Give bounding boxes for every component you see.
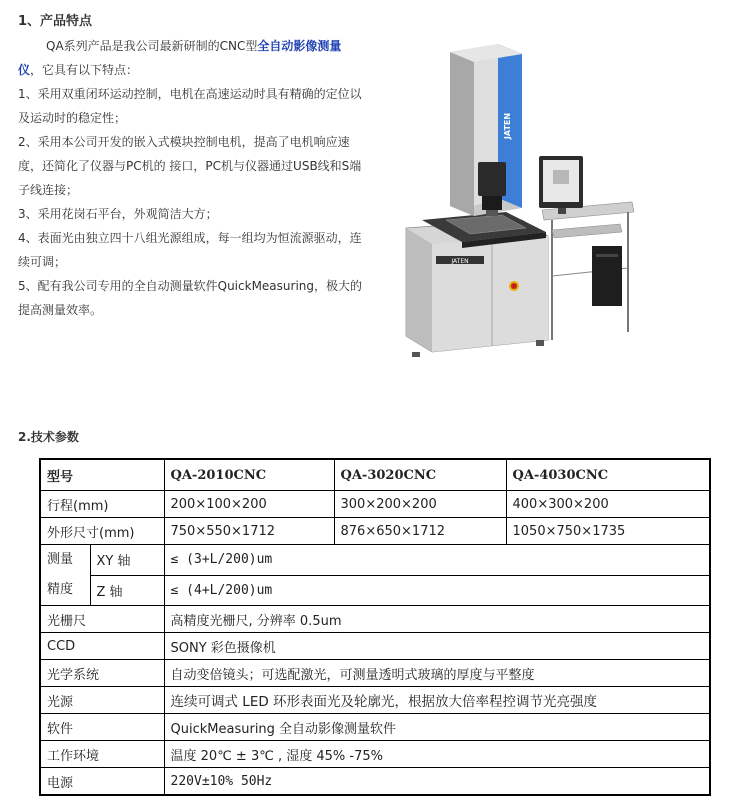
- accuracy-label: [40, 545, 90, 606]
- table-row: [40, 714, 710, 741]
- row-label: 电源: [40, 768, 164, 796]
- row-value: SONY 彩色摄像机: [164, 633, 710, 660]
- intro-paragraph: [18, 34, 363, 82]
- xy-accuracy-value: ≤ (3+L/200)um: [164, 545, 710, 576]
- monitor: [539, 156, 583, 214]
- feature-item: 4、表面光由独立四十八组光源组成，每一组均为恒流源驱动，连续可调；: [18, 231, 362, 269]
- cell-value: 750×550×1712: [164, 518, 334, 545]
- table-row: [40, 633, 710, 660]
- cell-value: 1050×750×1735: [506, 518, 710, 545]
- accuracy-label-line2: 精度: [47, 582, 74, 597]
- product-name-highlight: 全自动影像测量仪: [18, 39, 342, 77]
- row-label: 光栅尺: [40, 606, 164, 633]
- table-row: [40, 575, 710, 606]
- row-label: 外形尺寸(mm): [40, 518, 164, 545]
- row-label: 工作环境: [40, 741, 164, 768]
- cell-value: 300×200×200: [334, 491, 506, 518]
- table-header-row: [40, 459, 710, 491]
- row-label: 光学系统: [40, 660, 164, 687]
- camera-head: [478, 162, 506, 216]
- row-value: QuickMeasuring 全自动影像测量软件: [164, 714, 710, 741]
- feature-item: 3、采用花岗石平台，外观简洁大方；: [18, 207, 218, 221]
- section-title-specs: 2.技术参数: [18, 430, 79, 444]
- z-axis-label: Z 轴: [90, 575, 164, 606]
- row-value: 高精度光栅尺, 分辨率 0.5um: [164, 606, 710, 633]
- row-value: 220V±10% 50Hz: [164, 768, 710, 796]
- row-value: 温度 20℃ ± 3℃ , 湿度 45% -75%: [164, 741, 710, 768]
- brand-text: JATEN: [503, 112, 512, 140]
- model-name: QA-4030CNC: [506, 459, 710, 491]
- features-text: [18, 34, 363, 322]
- cell-value: 200×100×200: [164, 491, 334, 518]
- feature-item: 5、配有我公司专用的全自动测量软件QuickMeasuring，极大的提高测量效率。: [18, 279, 363, 317]
- cell-value: 400×300×200: [506, 491, 710, 518]
- table-row: [40, 545, 710, 576]
- table-row: [40, 518, 710, 545]
- row-label: 软件: [40, 714, 164, 741]
- table-row: [40, 660, 710, 687]
- z-accuracy-value: ≤ (4+L/200)um: [164, 575, 710, 606]
- row-value: 自动变倍镜头；可选配激光，可测量透明式玻璃的厚度与平整度: [164, 660, 710, 687]
- intro-prefix: QA系列产品是我公司最新研制的CNC型: [46, 39, 258, 53]
- accuracy-label-line1: 测量: [47, 552, 74, 567]
- feature-item: 1、采用双重闭环运动控制，电机在高速运动时具有精确的定位以及运动时的稳定性；: [18, 87, 362, 125]
- table-row: [40, 606, 710, 633]
- computer-tower: [592, 246, 622, 306]
- table-row: [40, 741, 710, 768]
- svg-text:JATEN: JATEN: [451, 258, 469, 265]
- row-label: CCD: [40, 633, 164, 660]
- section-title-features: 1、产品特点: [18, 14, 93, 29]
- model-name: QA-2010CNC: [164, 459, 334, 491]
- table-row: [40, 687, 710, 714]
- row-label: 光源: [40, 687, 164, 714]
- model-name: QA-3020CNC: [334, 459, 506, 491]
- row-label: 行程(mm): [40, 491, 164, 518]
- feature-item: 2、采用本公司开发的嵌入式模块控制电机，提高了电机响应速度，还简化了仪器与PC机的 接口，PC机与仪器通过USB线和S端子线连接；: [18, 135, 362, 197]
- machine-photo: [402, 40, 634, 358]
- spec-table: [39, 458, 711, 796]
- table-row: [40, 491, 710, 518]
- intro-suffix: ，它具有以下特点：: [30, 63, 139, 77]
- row-value: 连续可调式 LED 环形表面光及轮廓光，根据放大倍率程控调节光亮强度: [164, 687, 710, 714]
- xy-axis-label: XY 轴: [90, 545, 164, 576]
- cell-value: 876×650×1712: [334, 518, 506, 545]
- table-row: [40, 768, 710, 796]
- header-label: 型号: [40, 459, 164, 491]
